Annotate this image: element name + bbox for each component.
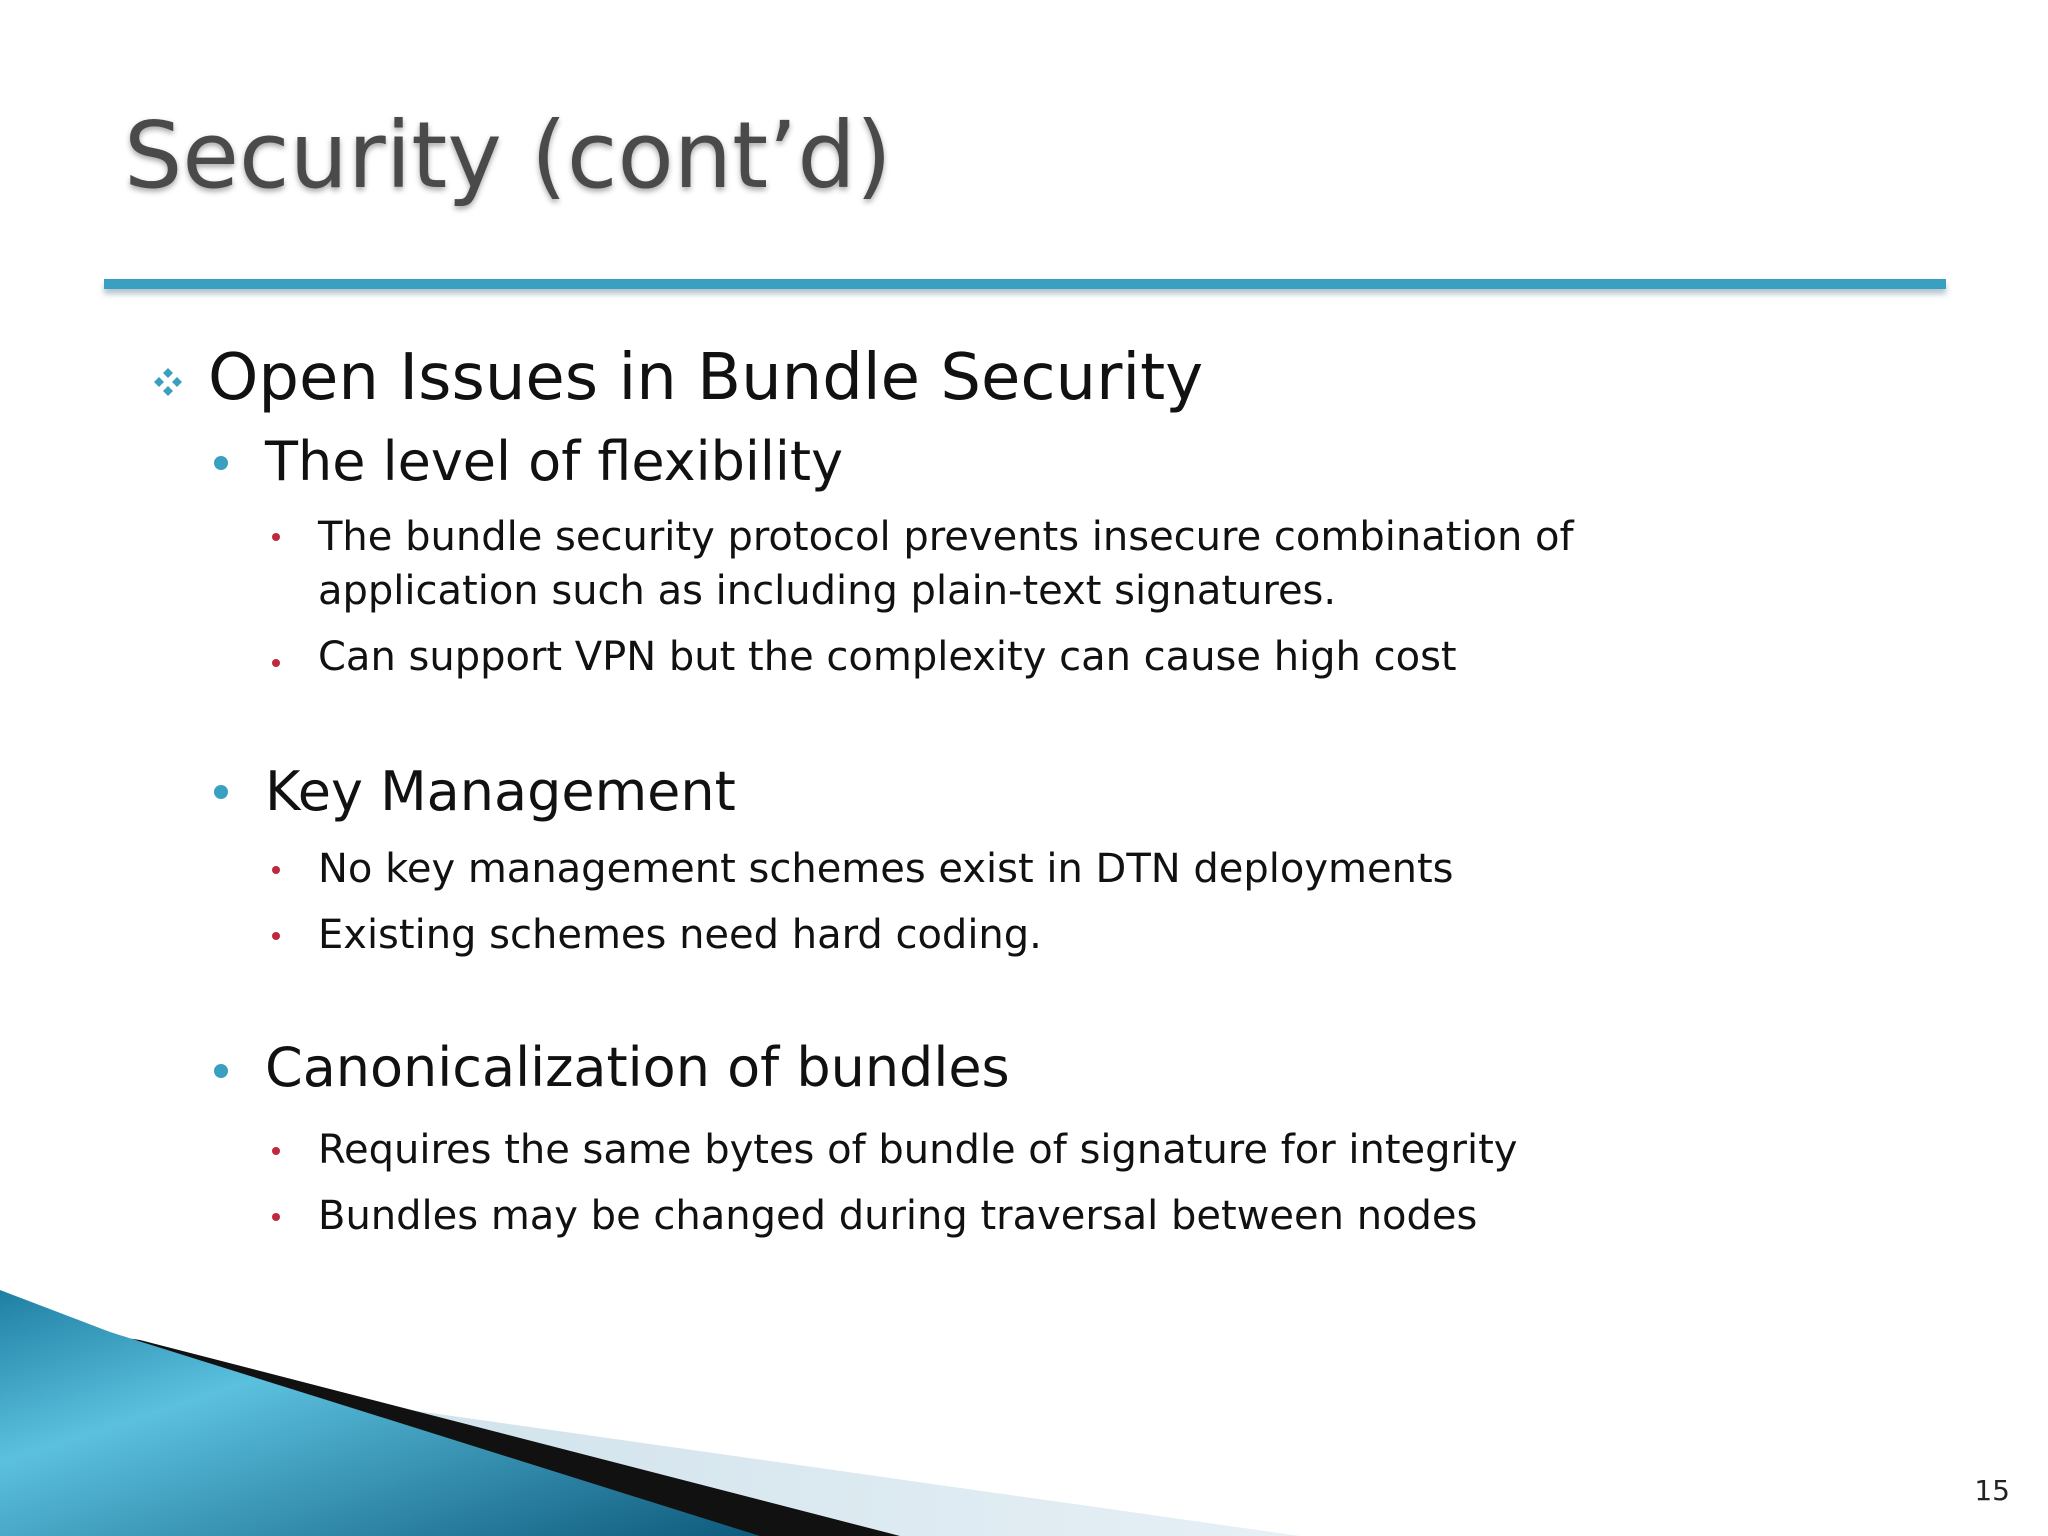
sub-bullet-item: Bundles may be changed during traversal between nodes [318, 1193, 1478, 1239]
sub-bullet-dot-icon [272, 1213, 280, 1221]
bullet-dot-icon [214, 1064, 228, 1078]
bullet-dot-icon [214, 456, 228, 470]
sub-bullet-item: The bundle security protocol prevents insecure combination of application such as including plain-text signatures. [318, 514, 1574, 614]
corner-swoosh-decoration [0, 1280, 1300, 1536]
sub-bullet-item: No key management schemes exist in DTN deployments [318, 846, 1454, 892]
sub-bullet-dot-icon [272, 866, 280, 874]
sub-bullet-item: Requires the same bytes of bundle of signature for integrity [318, 1127, 1518, 1173]
slide-title: Security (cont’d) [124, 102, 892, 209]
bullet-heading: Open Issues in Bundle Security [208, 341, 1204, 415]
sub-bullet-dot-icon [272, 932, 280, 940]
section-label: Key Management [265, 760, 736, 823]
sub-bullet-dot-icon [272, 533, 280, 541]
section-label: Canonicalization of bundles [265, 1036, 1010, 1099]
sub-bullet-dot-icon [272, 659, 280, 667]
sub-bullet-item: Existing schemes need hard coding. [318, 912, 1042, 958]
diamond-bullet-icon [150, 364, 186, 400]
page-number: 15 [1974, 1474, 2010, 1507]
section-label: The level of flexibility [265, 430, 844, 493]
title-divider [104, 279, 1946, 289]
bullet-dot-icon [214, 785, 228, 799]
sub-bullet-item: Can support VPN but the complexity can cause high cost [318, 634, 1457, 680]
sub-bullet-dot-icon [272, 1147, 280, 1155]
